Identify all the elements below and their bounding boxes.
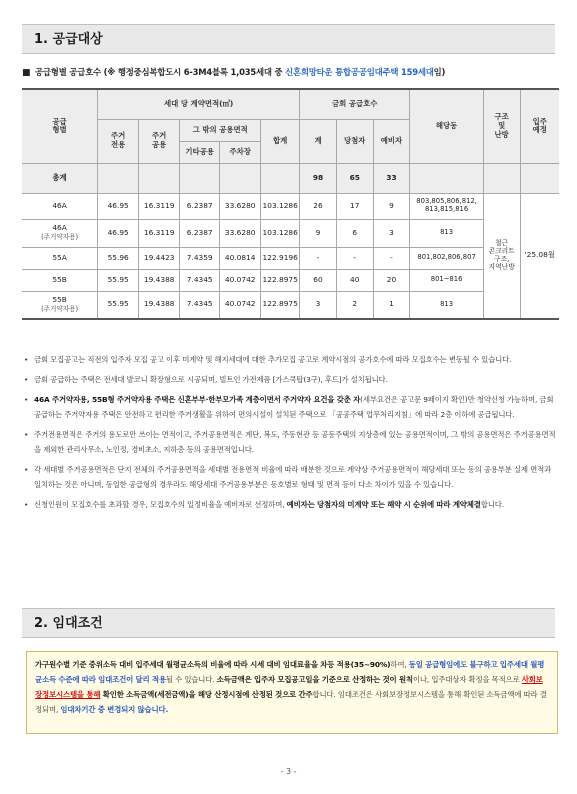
cell: 19.4423 [139, 247, 180, 269]
move-in-cell: '25.08월 [520, 193, 559, 319]
cell: 3 [300, 291, 337, 319]
cell: 46.95 [98, 219, 139, 247]
cell: 2 [336, 291, 373, 319]
header-type: 공급 형별 [22, 89, 98, 163]
list-item: • 46A 주거약자용, 55B형 주거약자용 주택은 신혼부부·한부모가족 계층이면서 주거약자 요건을 갖춘 자(세부요건은 공고문 9페이지 확인)만 청약신청 가능하며, 금회 공급하는 주거약자용 주택은 안전하고 편리한 주거생활을 위하여 편의시설이 설치된 주택으로 「공공주택 업무처리지침」에 따라 2층 이하에 공급됩니다. [22, 392, 560, 422]
cell: 103.1286 [261, 193, 300, 219]
structure-cell: 철근 콘크리트 구조, 지역난방 [483, 193, 520, 319]
header-unit: 해당동 [410, 89, 483, 163]
row-unit: 801~816 [410, 269, 483, 291]
header-private-area: 주거 전용 [98, 119, 139, 163]
cell: 7.4345 [180, 269, 220, 291]
cell: 7.4359 [180, 247, 220, 269]
row-unit: 803,805,806,812, 813,815,816 [410, 193, 483, 219]
supply-table [22, 88, 559, 320]
section-2-header [22, 608, 555, 638]
square-bullet-icon: ■ [22, 68, 31, 78]
header-structure: 구조 및 난방 [483, 89, 520, 163]
cell: 3 [373, 219, 410, 247]
total-empty [139, 163, 180, 193]
row-type: 55B (주거약자용) [22, 291, 98, 319]
total-label: 총계 [22, 163, 98, 193]
table-total-row [22, 163, 559, 193]
cell: 16.3119 [139, 193, 180, 219]
subtitle-end: 임) [433, 67, 446, 77]
list-item: • 각 세대별 주거공용면적은 단지 전체의 주거공용면적을 세대별 전용면적 비율에 따라 배분한 것으로 계약상 주거공용면적이 해당세대 또는 동의 공용부분 실제 면적과 일치하는 것은 아니며, 동일한 공급형의 경우라도 해당세대 주거공용부분은 동호별로 형태 및 면적 등이 다소 차이가 있을 수 있습니다. [22, 462, 560, 492]
table-row [22, 291, 559, 319]
list-item: • 금회 공급하는 주택은 전세대 발코니 확장형으로 시공되며, 빌트인 가전제품 [가스쿡탑(3구), 후드]가 설치됩니다. [22, 372, 560, 387]
cell: 33.6280 [220, 193, 261, 219]
row-type: 55A [22, 247, 98, 269]
cell: 19.4388 [139, 269, 180, 291]
page-number: - 3 - [280, 767, 297, 776]
notes-list [22, 352, 560, 517]
cell: 122.8975 [261, 291, 300, 319]
list-item: • 신청인원이 모집호수를 초과할 경우, 모집호수의 일정비율을 예비자로 선정하며, 예비자는 당첨자의 미계약 또는 해약 시 순위에 따라 계약체결합니다. [22, 497, 560, 512]
supply-subtitle [22, 66, 567, 78]
cell: 6 [336, 219, 373, 247]
total-empty [261, 163, 300, 193]
section-1-header [22, 24, 555, 54]
cell: 9 [300, 219, 337, 247]
cell: 19.4388 [139, 291, 180, 319]
cell: 55.95 [98, 291, 139, 319]
total-empty [98, 163, 139, 193]
total-winner: 65 [336, 163, 373, 193]
cell: 26 [300, 193, 337, 219]
cell: 20 [373, 269, 410, 291]
row-unit: 813 [410, 291, 483, 319]
cell: 40.0742 [220, 291, 261, 319]
header-winner: 당첨자 [336, 119, 373, 163]
cell: - [336, 247, 373, 269]
subtitle-main: 공급형별 공급호수 (※ 행정중심복합도시 6-3M4블록 1,035세대 중 [35, 67, 286, 77]
header-other: 기타공용 [180, 141, 220, 163]
row-unit: 813 [410, 219, 483, 247]
total-empty [220, 163, 261, 193]
cell: - [300, 247, 337, 269]
cell: 60 [300, 269, 337, 291]
table-row [22, 269, 559, 291]
total-empty [483, 163, 520, 193]
header-other-common: 그 밖의 공용면적 [180, 119, 261, 141]
header-area: 세대 당 계약면적(㎡) [98, 89, 300, 119]
cell: 103.1286 [261, 219, 300, 247]
cell: 7.4345 [180, 291, 220, 319]
header-supply: 금회 공급호수 [300, 89, 410, 119]
cell: 33.6280 [220, 219, 261, 247]
subtitle-highlight: 신혼희망타운 통합공공임대주택 159세대 [285, 67, 434, 77]
cell: - [373, 247, 410, 269]
cell: 55.96 [98, 247, 139, 269]
cell: 6.2387 [180, 193, 220, 219]
cell: 6.2387 [180, 219, 220, 247]
header-common-area: 주거 공용 [139, 119, 180, 163]
cell: 1 [373, 291, 410, 319]
row-unit: 801,802,806,807 [410, 247, 483, 269]
header-parking: 주차장 [220, 141, 261, 163]
total-count: 98 [300, 163, 337, 193]
lease-conditions-box: 가구원수별 기준 중위소득 대비 입주세대 월평균소득의 비율에 따라 시세 대비 임대료율을 차등 적용(35~90%)하여, 동일 공급형임에도 불구하고 입주세대 월평균소득 수준에 따라 임대조건이 달리 적용될 수 있습니다. 소득금액은 입주자 모집공고일을 기준으로 산정하는 것이 원칙이나, 입주대상자 확정을 목적으로 사회보장정보시스템을 통해 확인한 소득금액(세전금액)을 해당 산정시점에 산정된 것으로 간주합니다. 임대조건은 사회보장정보시스템을 통해 확인된 소득금액에 따라 결정되며, 임대차기간 중 변경되지 않습니다. [26, 651, 558, 734]
cell: 17 [336, 193, 373, 219]
total-empty [180, 163, 220, 193]
list-item: • 금회 모집공고는 직전의 입주자 모집 공고 이후 미계약 및 해지세대에 대한 추가모집 공고로 계약시점의 공가호수에 따라 모집호수는 변동될 수 있습니다. [22, 352, 560, 367]
cell: 40.0814 [220, 247, 261, 269]
header-reserve: 예비자 [373, 119, 410, 163]
row-type: 46A [22, 193, 98, 219]
header-sum: 합계 [261, 119, 300, 163]
row-type: 46A (주거약자용) [22, 219, 98, 247]
cell: 122.8975 [261, 269, 300, 291]
section-1-title: 1. 공급대상 [34, 32, 103, 47]
list-item: • 주거전용면적은 주거의 용도로만 쓰이는 면적이고, 주거공용면적은 계단, 복도, 주동현관 등 공동주택의 지상층에 있는 공용면적이며, 그 밖의 공용면적은 주거공용면적을 제외한 관리사무소, 노인정, 경비초소, 지하층 등의 공용면적입니다. [22, 427, 560, 457]
cell: 16.3119 [139, 219, 180, 247]
total-empty [520, 163, 559, 193]
total-empty [410, 163, 483, 193]
section-2-title: 2. 임대조건 [34, 616, 103, 631]
cell: 122.9196 [261, 247, 300, 269]
cell: 9 [373, 193, 410, 219]
cell: 46.95 [98, 193, 139, 219]
table-row [22, 219, 559, 247]
cell: 55.95 [98, 269, 139, 291]
row-type: 55B [22, 269, 98, 291]
cell: 40 [336, 269, 373, 291]
table-header-row-1 [22, 89, 559, 119]
table-row [22, 193, 559, 219]
header-total: 계 [300, 119, 337, 163]
total-reserve: 33 [373, 163, 410, 193]
cell: 40.0742 [220, 269, 261, 291]
header-move-in: 입주 예정 [520, 89, 559, 163]
table-row [22, 247, 559, 269]
